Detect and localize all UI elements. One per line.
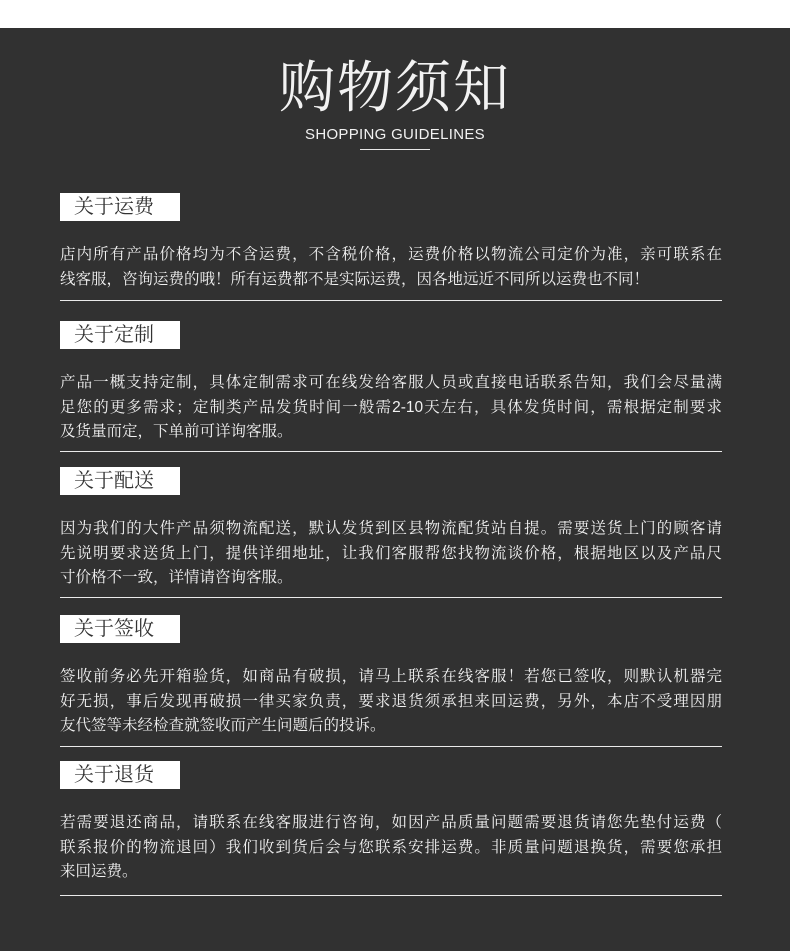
page-subtitle: SHOPPING GUIDELINES bbox=[305, 126, 485, 143]
divider bbox=[60, 746, 722, 747]
section-delivery bbox=[60, 467, 722, 591]
body-line: 友代签等未经检查就签收而产生问题后的投诉。 bbox=[60, 717, 386, 734]
section-body bbox=[60, 517, 722, 591]
body-line: 产品一概支持定制，具体定制需求可在线发给客服人员或直接电话联系告知，我们会尽量满 bbox=[60, 374, 722, 391]
section-heading: 关于定制 bbox=[60, 321, 180, 349]
section-body bbox=[60, 811, 722, 885]
body-line: 好无损，事后发现再破损一律买家负责，要求退货须承担来回运费，另外，本店不受理因朋 bbox=[60, 692, 722, 710]
body-line: 来回运费。 bbox=[60, 863, 138, 880]
section-heading: 关于运费 bbox=[60, 193, 180, 221]
body-line: 店内所有产品价格均为不含运费，不含税价格，运费价格以物流公司定价为准，亲可联系在 bbox=[60, 246, 722, 263]
body-line: 联系报价的物流退回）我们收到货后会与您联系安排运费。非质量问题退换货，需要您承担 bbox=[60, 838, 722, 856]
section-shipping-fee bbox=[60, 193, 722, 292]
section-body bbox=[60, 665, 722, 739]
body-line: 及货量而定，下单前可详询客服。 bbox=[60, 423, 293, 440]
title-underline bbox=[360, 149, 430, 150]
section-customization bbox=[60, 321, 722, 445]
section-signing bbox=[60, 615, 722, 739]
divider bbox=[60, 300, 722, 301]
body-line: 若需要退还商品，请联系在线客服进行咨询，如因产品质量问题需要退货请您先垫付运费（ bbox=[60, 814, 722, 831]
section-heading: 关于退货 bbox=[60, 761, 180, 789]
divider bbox=[60, 895, 722, 896]
body-line: 足您的更多需求；定制类产品发货时间一般需2-10天左右，具体发货时间，需根据定制要求 bbox=[60, 398, 722, 416]
shopping-guidelines-panel bbox=[0, 28, 790, 951]
section-body bbox=[60, 371, 722, 445]
section-body bbox=[60, 243, 722, 292]
divider bbox=[60, 597, 722, 598]
section-returns bbox=[60, 761, 722, 885]
section-heading: 关于签收 bbox=[60, 615, 180, 643]
divider bbox=[60, 451, 722, 452]
body-line: 因为我们的大件产品须物流配送，默认发货到区县物流配货站自提。需要送货上门的顾客请 bbox=[60, 520, 722, 537]
body-line: 寸价格不一致，详情请咨询客服。 bbox=[60, 569, 293, 586]
body-line: 先说明要求送货上门，提供详细地址，让我们客服帮您找物流谈价格，根据地区以及产品尺 bbox=[60, 544, 722, 562]
body-line: 线客服，咨询运费的哦！所有运费都不是实际运费，因各地远近不同所以运费也不同！ bbox=[60, 270, 650, 288]
page-title: 购物须知 bbox=[279, 56, 511, 119]
section-heading: 关于配送 bbox=[60, 467, 180, 495]
body-line: 签收前务必先开箱验货，如商品有破损，请马上联系在线客服！若您已签收，则默认机器完 bbox=[60, 668, 722, 685]
